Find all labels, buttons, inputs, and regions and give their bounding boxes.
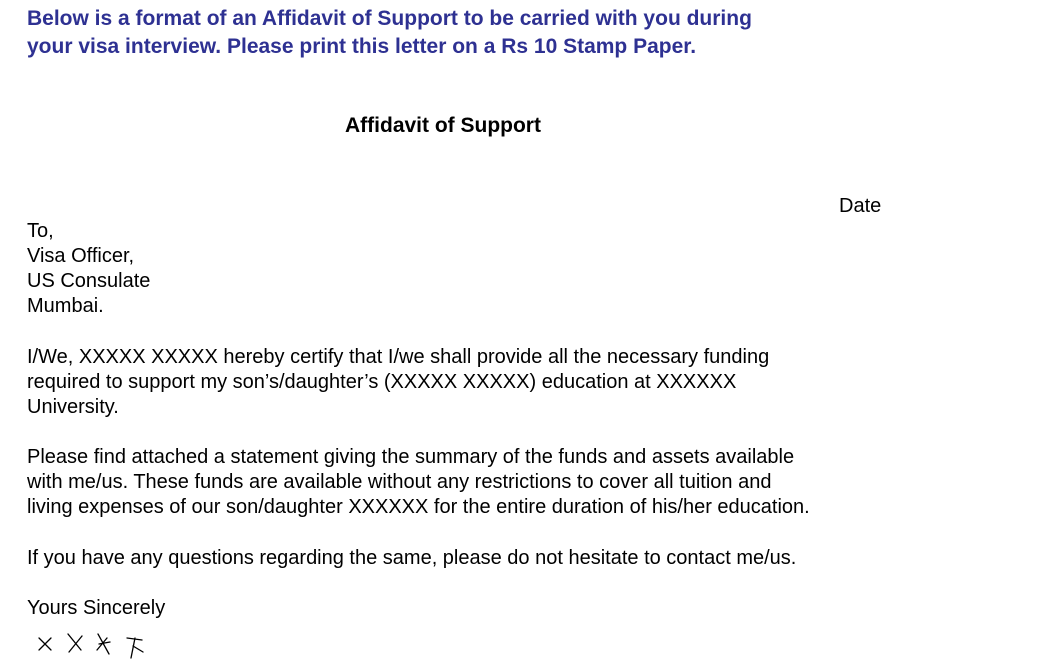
intro-line-1: Below is a format of an Affidavit of Support to be carried with you during [27,7,752,30]
paragraph-line: If you have any questions regarding the same, please do not hesitate to contact me/us. [27,547,797,569]
salutation: To, [27,220,54,242]
document-title: Affidavit of Support [345,114,541,137]
paragraph-line: with me/us. These funds are available without any restrictions to cover all tuition and [27,471,772,493]
date-label: Date [839,195,882,217]
paragraph-line: required to support my son’s/daughter’s (XXXXX XXXXX) education at XXXXXX [27,371,737,393]
paragraph-funding-certification [27,345,769,420]
closing-text: Yours Sincerely [27,597,166,619]
address-line-2: US Consulate [27,270,151,292]
intro-line-2: your visa interview. Please print this letter on a Rs 10 Stamp Paper. [27,35,697,58]
address-line-3: Mumbai. [27,295,104,317]
handwritten-signature-icon [35,628,150,660]
closing [27,596,165,621]
address-block [27,219,150,319]
paragraph-line: living expenses of our son/daughter XXXXXX for the entire duration of his/her education. [27,496,810,518]
paragraph-line: I/We, XXXXX XXXXX hereby certify that I/we shall provide all the necessary funding [27,346,770,368]
paragraph-contact [27,546,796,571]
address-line-1: Visa Officer, [27,245,135,267]
paragraph-funds-statement [27,445,810,520]
intro-note [27,5,1027,61]
paragraph-line: University. [27,396,119,418]
paragraph-line: Please find attached a statement giving the summary of the funds and assets available [27,446,795,468]
